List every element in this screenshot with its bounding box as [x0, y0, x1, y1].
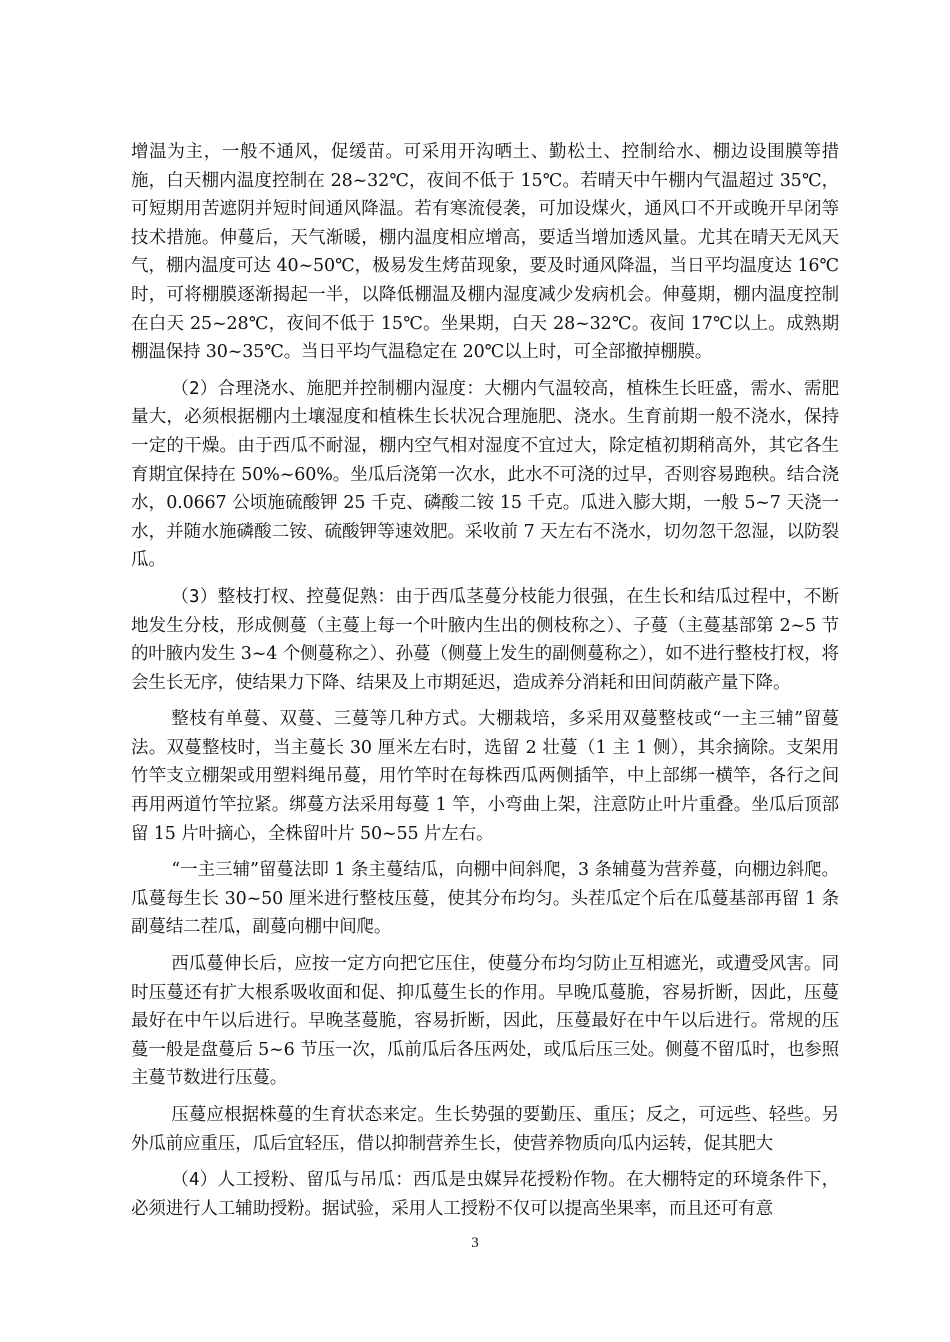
paragraph-vine-pressing	[131, 950, 839, 1093]
paragraph-pruning-methods	[131, 705, 839, 848]
paragraph-body: 压蔓应根据株蔓的生育状态来定。生长势强的要勤压、重压；反之，可远些、轻些。另外瓜前应重压，瓜后宜轻压，借以抑制营养生长，使营养物质向瓜内运转，促其肥大	[131, 1105, 839, 1154]
paragraph-body: 增温为主，一般不通风，促缓苗。可采用开沟晒土、勤松土、控制给水、棚边设围膜等措施，白天棚内温度控制在 28~32℃，夜间不低于 15℃。若晴天中午棚内气温超过 35℃，可短期用苦遮阴并短时间通风降温。若有寒流侵袭，可加设煤火，通风口不开或晚开早闭等技术措施。伸蔓后，天气渐暖，棚内温度相应增高，要适当增加透风量。尤其在晴天无风天气，棚内温度可达 40~50℃，极易发生烤苗现象，要及时通风降温，当日平均温度达 16℃时，可将棚膜逐渐揭起一半，以降低棚温及棚内湿度减少发病机会。伸蔓期，棚内温度控制在白天 25~28℃，夜间不低于 15℃。坐果期，白天 28~32℃。夜间 17℃以上。成熟期棚温保持 30~35℃。当日平均气温稳定在 20℃以上时，可全部撤掉棚膜。	[131, 142, 839, 363]
section-heading: （2）合理浇水、施肥并控制棚内湿度：	[171, 378, 485, 399]
page-number: 3	[471, 1235, 479, 1251]
body-text	[131, 138, 839, 1231]
paragraph-pollination	[131, 1166, 839, 1223]
paragraph-body: 西瓜蔓伸长后，应按一定方向把它压住，使蔓分布均匀防止互相遮光，或遭受风害。同时压蔓还有扩大根系吸收面和促、抑瓜蔓生长的作用。早晚瓜蔓脆，容易折断，因此，压蔓最好在中午以后进行。早晚茎蔓脆，容易折断，因此，压蔓最好在中午以后进行。常规的压蔓一般是盘蔓后 5~6 节压一次，瓜前瓜后各压两处，或瓜后压三处。侧蔓不留瓜时，也参照主蔓节数进行压蔓。	[131, 954, 839, 1089]
paragraph-pressing-strength	[131, 1101, 839, 1158]
paragraph-one-main-three-aux	[131, 856, 839, 942]
paragraph-watering-fertilizing	[131, 375, 839, 575]
paragraph-body: 整枝有单蔓、双蔓、三蔓等几种方式。大棚栽培，多采用双蔓整枝或“一主三辅”留蔓法。双蔓整枝时，当主蔓长 30 厘米左右时，选留 2 壮蔓（1 主 1 侧），其余摘除。支架用竹竿支立棚架或用塑料绳吊蔓，用竹竿时在每株西瓜两侧插竿，中上部绑一横竿，各行之间再用两道竹竿拉紧。绑蔓方法采用每蔓 1 竿，小弯曲上架，注意防止叶片重叠。坐瓜后顶部留 15 片叶摘心，全株留叶片 50~55 片左右。	[131, 709, 839, 844]
paragraph-body: 大棚内气温较高，植株生长旺盛，需水、需肥量大，必须根据棚内土壤湿度和植株生长状况合理施肥、浇水。生育前期一般不浇水，保持一定的干燥。由于西瓜不耐湿，棚内空气相对湿度不宜过大，除定植初期稍高外，其它各生育期宜保持在 50%~60%。坐瓜后浇第一次水，此水不可浇的过早，否则容易跑秧。结合浇水，0.0667 公顷施硫酸钾 25 千克、磷酸二铵 15 千克。瓜进入膨大期，一般 5~7 天浇一水，并随水施磷酸二铵、硫酸钾等速效肥。采收前 7 天左右不浇水，切勿忽干忽湿，以防裂瓜。	[131, 378, 840, 571]
paragraph-pruning	[131, 583, 839, 697]
paragraph-body: 西瓜是虫媒异花授粉作物。在大棚特定的环境条件下，必须进行人工辅助授粉。据试验，采用人工授粉不仅可以提高坐果率，而且还可有意	[131, 1170, 839, 1219]
paragraph-body: “一主三辅”留蔓法即 1 条主蔓结瓜，向棚中间斜爬，3 条辅蔓为营养蔓，向棚边斜爬。瓜蔓每生长 30~50 厘米进行整枝压蔓，使其分布均匀。头茬瓜定个后在瓜蔓基部再留 1 条副蔓结二茬瓜，副蔓向棚中间爬。	[131, 860, 839, 938]
section-heading: （3）整枝打杈、控蔓促熟：	[171, 586, 396, 607]
paragraph-body: 由于西瓜茎蔓分枝能力很强，在生长和结瓜过程中，不断地发生分枝，形成侧蔓（主蔓上每一个叶腋内生出的侧枝称之）、子蔓（主蔓基部第 2~5 节的叶腋内发生 3~4 个侧蔓称之）、孙蔓（侧蔓上发生的副侧蔓称之），如不进行整枝打杈，将会生长无序，使结果力下降、结果及上市期延迟，造成养分消耗和田间荫蔽产量下降。	[131, 586, 839, 693]
paragraph-temperature-control	[131, 138, 839, 367]
section-heading: （4）人工授粉、留瓜与吊瓜：	[171, 1170, 414, 1191]
